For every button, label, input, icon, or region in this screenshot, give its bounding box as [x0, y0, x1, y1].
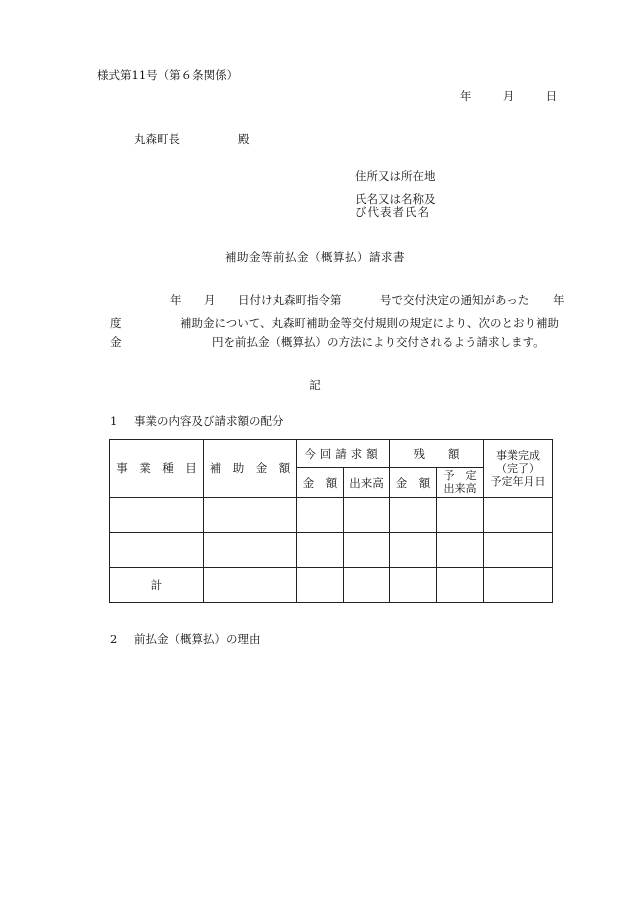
- cell-completion-date[interactable]: [484, 568, 553, 603]
- name-label-line1: 氏名又は名称及: [355, 192, 436, 206]
- name-label-line2: び代表者氏名: [355, 205, 430, 219]
- cell-amount[interactable]: [297, 498, 344, 533]
- section-1-heading: [110, 413, 284, 429]
- body-year: 年: [170, 293, 182, 307]
- date-day: 日: [545, 89, 558, 103]
- cell-amount[interactable]: [297, 568, 344, 603]
- address-label: 住所又は所在地: [355, 169, 436, 183]
- table-total-row: [110, 568, 553, 603]
- cell-remaining-amount[interactable]: [390, 568, 437, 603]
- section-2-heading: [110, 631, 261, 647]
- section-2-number: 2: [110, 632, 118, 646]
- body-text2: 号で交付決定の通知があった: [380, 293, 530, 307]
- body-line2-text: 補助金について、丸森町補助金等交付規則の規定により、次のとおり補助: [180, 316, 560, 330]
- addressee-honorific: 殿: [238, 132, 250, 146]
- body-line3-start: 金: [110, 335, 122, 349]
- date-year: 年: [460, 89, 472, 103]
- cell-business-type[interactable]: [110, 498, 204, 533]
- completion-line1: 事業完成: [496, 448, 540, 462]
- document-title: 補助金等前払金（概算払）請求書: [225, 250, 405, 264]
- body-year2: 年: [553, 293, 565, 307]
- cell-remaining-amount[interactable]: [390, 498, 437, 533]
- table-row: [110, 498, 553, 533]
- cell-remaining-amount[interactable]: [390, 533, 437, 568]
- cell-completion-date[interactable]: [484, 498, 553, 533]
- cell-subsidy-amount[interactable]: [204, 568, 297, 603]
- completion-line2: （完了）: [496, 461, 540, 475]
- form-number: 様式第11号（第６条関係）: [97, 68, 239, 82]
- header-completion-date: [484, 440, 553, 498]
- cell-planned-progress[interactable]: [437, 568, 484, 603]
- cell-progress[interactable]: [344, 498, 390, 533]
- body-month: 月: [204, 293, 216, 307]
- cell-progress[interactable]: [344, 533, 390, 568]
- cell-amount[interactable]: [297, 533, 344, 568]
- body-text1: 日付け丸森町指令第: [238, 293, 342, 307]
- cell-completion-date[interactable]: [484, 533, 553, 568]
- cell-planned-progress[interactable]: [437, 498, 484, 533]
- section-1-number: 1: [110, 414, 118, 428]
- header-remaining: 残 額: [390, 440, 484, 468]
- header-amount: 金 額: [297, 468, 344, 498]
- header-planned-progress: [437, 468, 484, 498]
- cell-subsidy-amount[interactable]: [204, 533, 297, 568]
- addressee: [134, 131, 250, 147]
- allocation-table: [109, 439, 553, 603]
- addressee-name: 丸森町長: [134, 132, 180, 146]
- header-current-request: 今回請求額: [297, 440, 390, 468]
- header-subsidy-amount: 補 助 金 額: [204, 440, 297, 498]
- planned-line2: 出来高: [443, 481, 477, 495]
- header-amount-remaining: 金 額: [390, 468, 437, 498]
- cell-progress[interactable]: [344, 568, 390, 603]
- cell-business-type[interactable]: [110, 533, 204, 568]
- completion-line3: 予定年月日: [490, 475, 546, 489]
- section-1-text: 事業の内容及び請求額の配分: [134, 414, 284, 428]
- total-label: 計: [110, 568, 204, 603]
- cell-subsidy-amount[interactable]: [204, 498, 297, 533]
- header-progress: 出来高: [344, 468, 390, 498]
- body-line2-start: 度: [110, 316, 122, 330]
- cell-planned-progress[interactable]: [437, 533, 484, 568]
- header-business-type: 事 業 種 目: [110, 440, 204, 498]
- ki-heading: 記: [309, 378, 321, 392]
- date-month: 月: [502, 89, 515, 103]
- date-line: [460, 88, 557, 104]
- planned-line1: 予 定: [443, 469, 477, 483]
- section-2-text: 前払金（概算払）の理由: [134, 632, 261, 646]
- table-row: [110, 533, 553, 568]
- body-line3-text: 円を前払金（概算払）の方法により交付されるよう請求します。: [212, 335, 545, 349]
